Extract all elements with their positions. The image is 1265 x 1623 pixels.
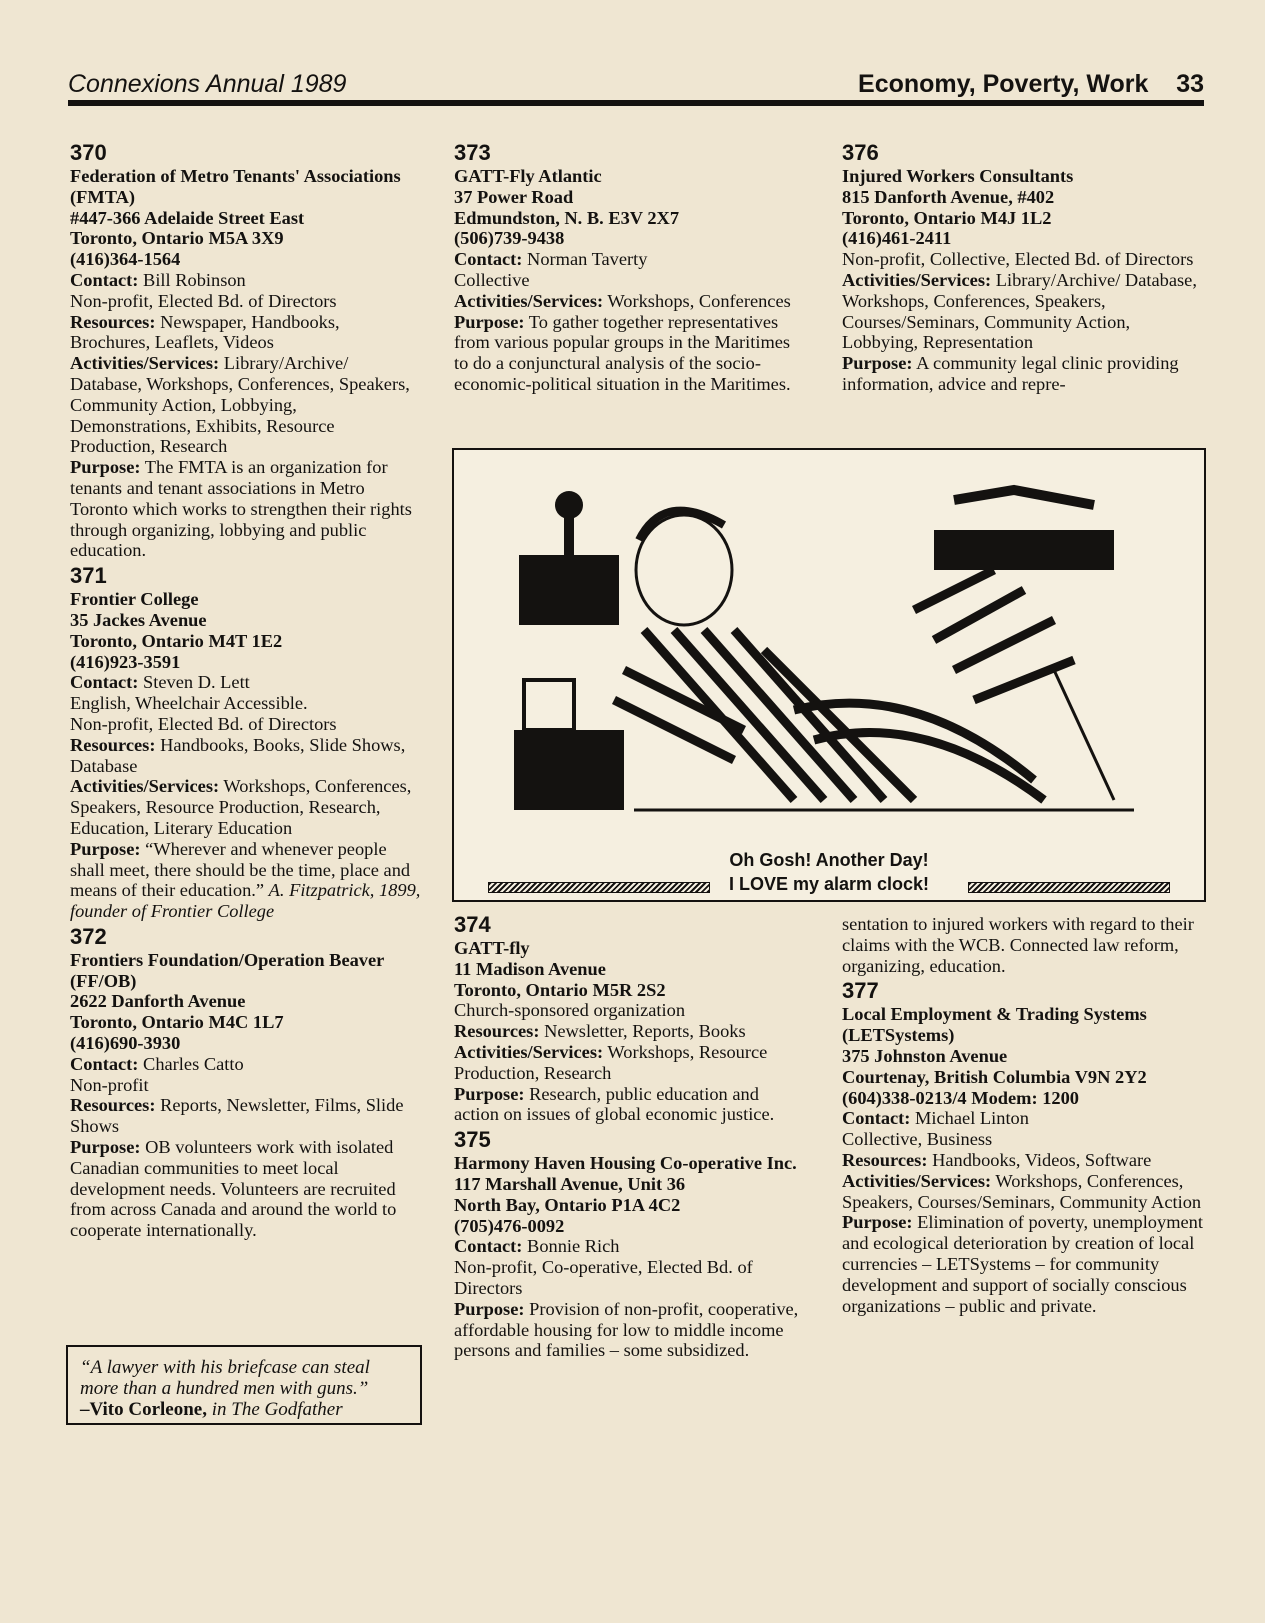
- activities-line: [70, 776, 422, 838]
- org-name: Frontiers Foundation/Operation Beaver (FF/OB): [70, 949, 384, 991]
- column-3-top: [842, 140, 1204, 397]
- page-number: 33: [1176, 70, 1204, 98]
- activities-value: Workshops, Conferences: [607, 290, 791, 311]
- activities-value: Workshops, Conferences, Speakers, Resource Production, Research, Education, Literary Education: [70, 776, 412, 838]
- org-name: GATT-fly: [454, 938, 530, 958]
- purpose-line: [842, 1212, 1204, 1316]
- entry-373: [454, 140, 806, 395]
- resources-label: Resources:: [454, 1021, 540, 1042]
- activities-line: [70, 353, 422, 457]
- org-name: GATT-Fly Atlantic: [454, 166, 602, 186]
- resources-line: [70, 312, 422, 354]
- bedpost-ball: [555, 491, 583, 519]
- resources-value: Reports, Newsletter, Films, Slide Shows: [70, 1095, 404, 1137]
- slippers: [954, 490, 1094, 505]
- alarm-clock: [524, 680, 574, 730]
- purpose-label: Purpose:: [70, 457, 141, 478]
- contact-label: Contact:: [70, 672, 139, 693]
- purpose-line: [842, 353, 1204, 395]
- contact-value: Charles Catto: [143, 1053, 244, 1074]
- quote-text: “A lawyer with his briefcase can steal more than a hundred men with guns.”: [80, 1357, 370, 1399]
- city-line: Toronto, Ontario M4T 1E2: [70, 630, 283, 651]
- resources-line: [454, 1021, 806, 1042]
- activities-label: Activities/Services:: [454, 1041, 604, 1062]
- nightstand: [514, 730, 624, 810]
- contact-line: [70, 270, 422, 291]
- contact-line: [70, 1054, 422, 1075]
- purpose-value: A community legal clinic providing information, advice and repre-: [842, 353, 1179, 394]
- activities-label: Activities/Services:: [454, 290, 604, 311]
- phone: (416)461-2411: [842, 228, 952, 249]
- city-line: Toronto, Ontario M5A 3X9: [70, 228, 284, 249]
- page-header: [68, 64, 1204, 108]
- resources-label: Resources:: [70, 1095, 156, 1116]
- phone: (416)690-3930: [70, 1033, 181, 1054]
- resources-line: [842, 1150, 1204, 1171]
- column-2-bottom: [454, 912, 806, 1363]
- language-note: English, Wheelchair Accessible.: [70, 693, 308, 714]
- resources-value: Newsletter, Reports, Books: [544, 1021, 746, 1042]
- contact-value: Michael Linton: [915, 1108, 1029, 1129]
- quote-source: in The Godfather: [211, 1399, 343, 1420]
- entry-number: 374: [454, 912, 491, 937]
- header-rule: [68, 100, 1204, 106]
- phone: (506)739-9438: [454, 228, 565, 249]
- entry-376-continued: [842, 914, 1204, 976]
- column-1: [70, 140, 422, 1243]
- contact-label: Contact:: [70, 269, 139, 290]
- quote-author: –Vito Corleone,: [80, 1399, 207, 1420]
- man-head: [636, 515, 732, 625]
- column-2-top: [454, 140, 806, 397]
- resources-label: Resources:: [70, 311, 156, 332]
- contact-line: [454, 249, 806, 270]
- contact-value: Bonnie Rich: [527, 1236, 620, 1257]
- org-type: Non-profit, Elected Bd. of Directors: [70, 290, 337, 311]
- headboard: [519, 555, 619, 625]
- publication-title: Connexions Annual 1989: [68, 70, 347, 98]
- purpose-continued: sentation to injured workers with regard to their claims with the WCB. Connected law reform, organizing, education.: [842, 914, 1194, 976]
- purpose-label: Purpose:: [454, 1298, 525, 1319]
- org-type: Non-profit: [70, 1074, 149, 1095]
- org-type: Non-profit, Elected Bd. of Directors: [70, 713, 337, 734]
- entry-number: 373: [454, 140, 491, 165]
- purpose-value: Provision of non-profit, cooperative, affordable housing for low to middle income persons and families – some subsidized.: [454, 1298, 799, 1361]
- purpose-label: Purpose:: [842, 353, 913, 374]
- contact-label: Contact:: [842, 1108, 911, 1129]
- contact-line: [842, 1108, 1204, 1129]
- purpose-line: [70, 457, 422, 561]
- man-in-bed-image: [494, 480, 1168, 830]
- purpose-value: The FMTA is an organization for tenants and tenant associations in Metro Toronto which works to strengthen their rights through organizing, lobbying and public education.: [70, 457, 412, 561]
- section-title: Economy, Poverty, Work: [858, 70, 1149, 98]
- org-name: Frontier College: [70, 589, 199, 610]
- activities-line: [842, 1171, 1204, 1213]
- purpose-line: [70, 1137, 422, 1241]
- city-line: Courtenay, British Columbia V9N 2Y2: [842, 1066, 1147, 1087]
- purpose-line: [454, 1084, 806, 1126]
- striped-pajamas: [614, 570, 1074, 800]
- contact-label: Contact:: [454, 1236, 523, 1257]
- purpose-label: Purpose:: [70, 838, 141, 859]
- cartoon-caption-1: Oh Gosh! Another Day!: [729, 850, 929, 870]
- contact-value: Norman Taverty: [527, 249, 648, 270]
- resources-value: Newspaper, Handbooks, Brochures, Leaflets, Videos: [70, 311, 340, 353]
- quote-attribution: [80, 1399, 408, 1420]
- cartoon-illustration: [452, 448, 1206, 902]
- purpose-line: [454, 1299, 806, 1361]
- org-type: Church-sponsored organization: [454, 1000, 686, 1021]
- city-line: Toronto, Ontario M4C 1L7: [70, 1012, 284, 1033]
- activities-value: Workshops, Resource Production, Research: [454, 1041, 768, 1083]
- entry-370: [70, 140, 422, 561]
- phone: (416)364-1564: [70, 249, 181, 270]
- entry-376: [842, 140, 1204, 395]
- entry-371: [70, 563, 422, 922]
- entry-374: [454, 912, 806, 1125]
- resources-value: Handbooks, Videos, Software: [932, 1149, 1152, 1170]
- quote-box: [66, 1345, 422, 1425]
- resources-label: Resources:: [70, 734, 156, 755]
- org-type: Collective: [454, 269, 530, 290]
- contact-value: Bill Robinson: [143, 269, 246, 290]
- purpose-value: “Wherever and whenever people shall meet, there should be the time, place and means of their education.”: [70, 838, 411, 901]
- contact-label: Contact:: [454, 249, 523, 270]
- purpose-value: OB volunteers work with isolated Canadian communities to meet local development needs. Volunteers are recruited from across Canada and around the world to cooperate internationally.: [70, 1137, 397, 1241]
- city-line: Toronto, Ontario M5R 2S2: [454, 979, 666, 1000]
- resources-value: Handbooks, Books, Slide Shows, Database: [70, 734, 406, 776]
- org-name: Local Employment & Trading Systems (LETSystems): [842, 1004, 1147, 1046]
- phone: (604)338-0213/4 Modem: 1200: [842, 1087, 1079, 1108]
- entry-372: [70, 924, 422, 1241]
- purpose-value: Elimination of poverty, unemployment and ecological deterioration by creation of local currencies – LETSystems – for community development and support of socially conscious organizations – public and private.: [842, 1212, 1203, 1316]
- activities-line: [454, 1042, 806, 1084]
- purpose-label: Purpose:: [454, 311, 525, 332]
- address-line: 117 Marshall Avenue, Unit 36: [454, 1173, 686, 1194]
- hatch-right: [968, 882, 1170, 893]
- org-name: Federation of Metro Tenants' Associations (FMTA): [70, 166, 401, 207]
- purpose-label: Purpose:: [454, 1083, 525, 1104]
- cartoon-caption-2: I LOVE my alarm clock!: [728, 874, 930, 894]
- section-header: [858, 70, 1204, 99]
- purpose-line: [454, 312, 806, 395]
- column-3-bottom: [842, 914, 1204, 1318]
- entry-number: 370: [70, 140, 107, 165]
- footboard: [934, 530, 1114, 570]
- contact-value: Steven D. Lett: [143, 672, 250, 693]
- activities-value: Workshops, Conferences, Speakers, Courses/Seminars, Community Action: [842, 1170, 1202, 1212]
- purpose-label: Purpose:: [70, 1137, 141, 1158]
- contact-label: Contact:: [70, 1053, 139, 1074]
- address-line: 11 Madison Avenue: [454, 958, 606, 979]
- city-line: Toronto, Ontario M4J 1L2: [842, 207, 1052, 228]
- purpose-label: Purpose:: [842, 1212, 913, 1233]
- resources-label: Resources:: [842, 1149, 928, 1170]
- entry-number: 377: [842, 978, 879, 1004]
- activities-value: Library/Archive/ Database, Workshops, Conferences, Speakers, Community Action, Lobbying, Demonstrations, Exhibits, Resource Production, Research: [70, 353, 410, 457]
- address-line: 815 Danforth Avenue, #402: [842, 186, 1055, 207]
- entry-number: 375: [454, 1127, 491, 1153]
- phone: (705)476-0092: [454, 1215, 565, 1236]
- address-line: 35 Jackes Avenue: [70, 609, 207, 630]
- purpose-line: [70, 839, 422, 922]
- purpose-value: To gather together representatives from various popular groups in the Maritimes to do a conjunctural analysis of the socio-economic-political situation in the Maritimes.: [454, 311, 791, 394]
- org-type: Non-profit, Collective, Elected Bd. of Directors: [842, 249, 1194, 270]
- activities-label: Activities/Services:: [70, 776, 220, 797]
- activities-value: Library/Archive/ Database, Workshops, Conferences, Speakers, Courses/Seminars, Community Action, Lobbying, Representation: [842, 269, 1197, 353]
- city-line: North Bay, Ontario P1A 4C2: [454, 1194, 681, 1215]
- contact-line: [454, 1236, 806, 1257]
- address-line: 2622 Danforth Avenue: [70, 991, 246, 1012]
- entry-number: 376: [842, 140, 879, 165]
- entry-number: 371: [70, 563, 107, 589]
- resources-line: [70, 735, 422, 777]
- org-name: Harmony Haven Housing Co-operative Inc.: [454, 1153, 797, 1174]
- entry-377: [842, 978, 1204, 1316]
- resources-line: [70, 1095, 422, 1137]
- activities-label: Activities/Services:: [842, 269, 992, 290]
- address-line: 375 Johnston Avenue: [842, 1045, 1008, 1066]
- city-line: Edmundston, N. B. E3V 2X7: [454, 207, 680, 228]
- contact-line: [70, 672, 422, 693]
- org-name: Injured Workers Consultants: [842, 166, 1074, 186]
- purpose-attribution: A. Fitzpatrick, 1899, founder of Frontier College: [70, 880, 421, 922]
- activities-label: Activities/Services:: [842, 1170, 992, 1191]
- address-line: #447-366 Adelaide Street East: [70, 207, 305, 228]
- address-line: 37 Power Road: [454, 186, 574, 207]
- entry-375: [454, 1127, 806, 1361]
- entry-number: 372: [70, 923, 107, 949]
- purpose-value: Research, public education and action on issues of global economic justice.: [454, 1083, 775, 1125]
- activities-line: [454, 291, 806, 312]
- phone: (416)923-3591: [70, 651, 181, 672]
- activities-line: [842, 270, 1204, 353]
- activities-label: Activities/Services:: [70, 353, 220, 374]
- org-type: Collective, Business: [842, 1129, 993, 1150]
- org-type: Non-profit, Co-operative, Elected Bd. of Directors: [454, 1257, 753, 1298]
